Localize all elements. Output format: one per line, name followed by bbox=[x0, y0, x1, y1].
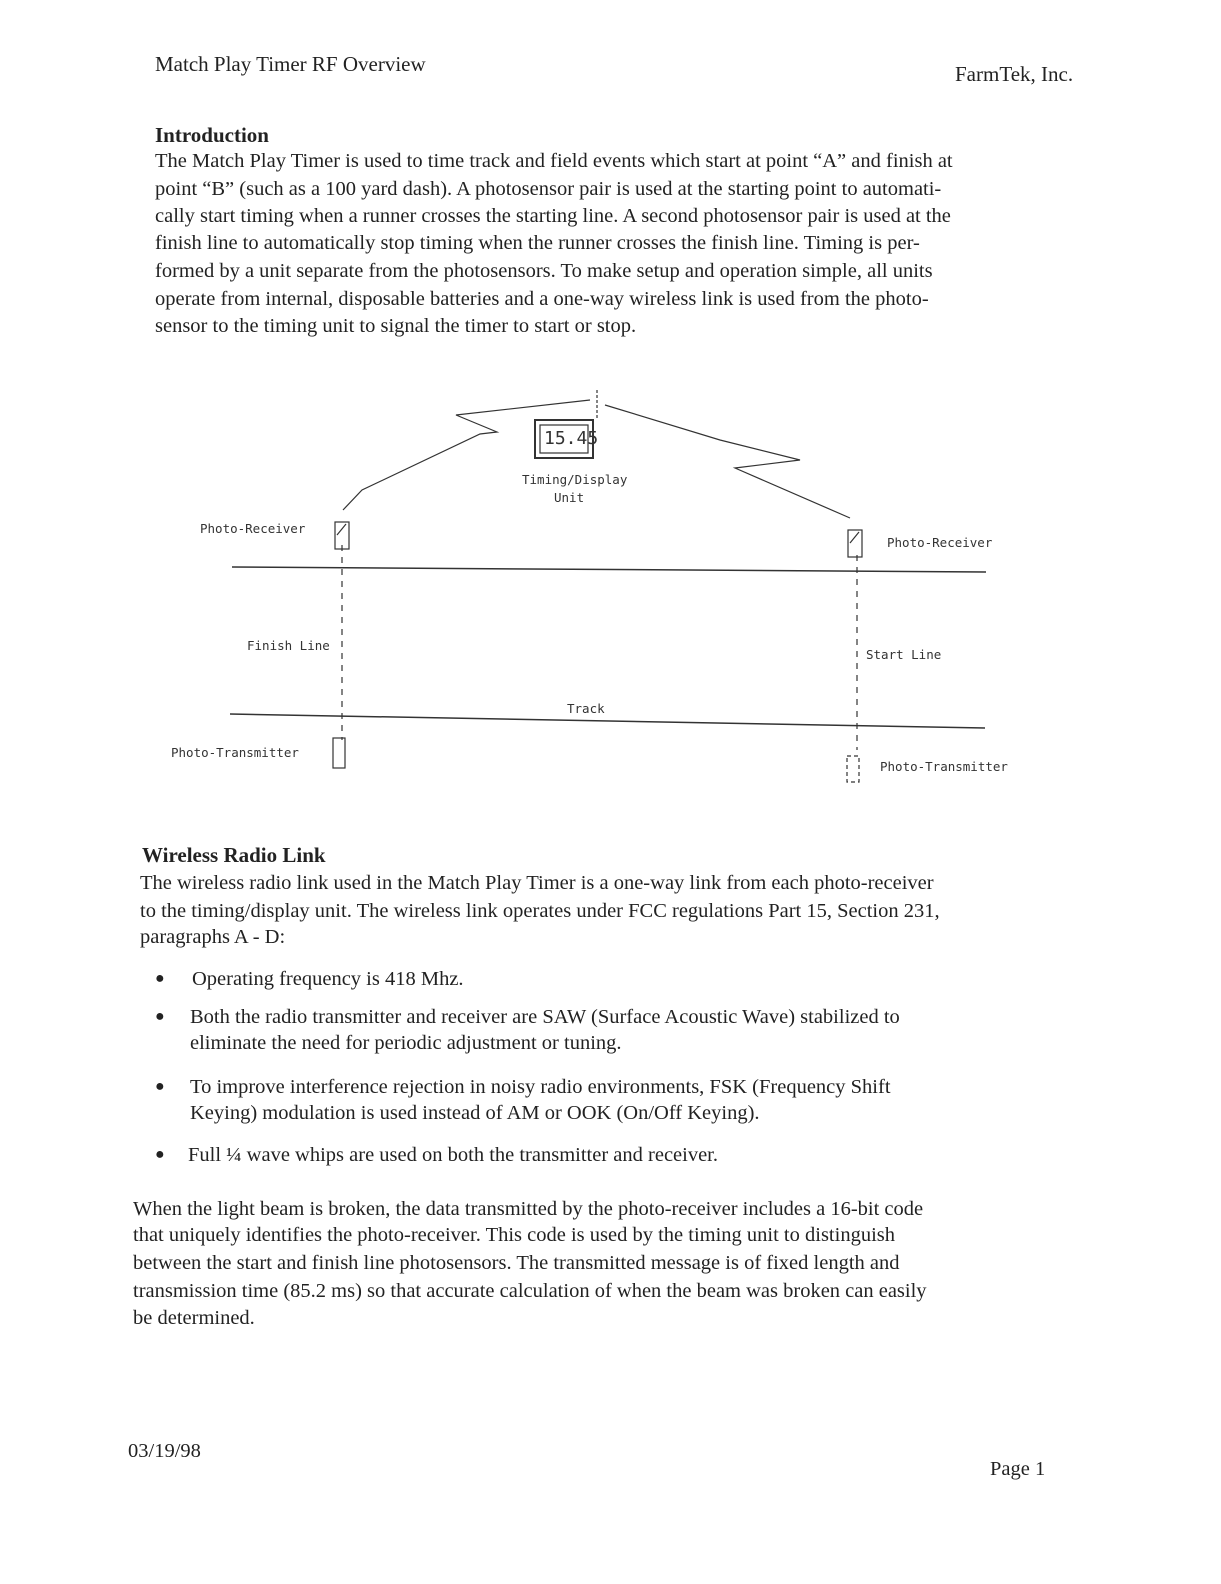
list-item: Full ¼ wave whips are used on both the transmitter and receiver. bbox=[188, 1144, 719, 1166]
bullet-icon: ● bbox=[155, 970, 165, 987]
bullet-icon: ● bbox=[155, 1146, 165, 1163]
radio-signal-left bbox=[343, 400, 590, 510]
list-item-cont: Keying) modulation is used instead of AM or OOK (On/Off Keying). bbox=[190, 1102, 760, 1124]
list-item: Both the radio transmitter and receiver are SAW (Surface Acoustic Wave) stabilized to bbox=[190, 1006, 900, 1028]
text-line: that uniquely identifies the photo-receiver. This code is used by the timing unit to distinguish bbox=[133, 1224, 895, 1246]
list-item: Operating frequency is 418 Mhz. bbox=[192, 968, 464, 990]
bullet-icon: ● bbox=[155, 1078, 165, 1095]
finish-line-label: Finish Line bbox=[247, 638, 330, 653]
text-line: transmission time (85.2 ms) so that accurate calculation of when the beam was broken can easily bbox=[133, 1280, 927, 1302]
text-line: The Match Play Timer is used to time track and field events which start at point “A” and finish at bbox=[155, 150, 953, 172]
text-line: point “B” (such as a 100 yard dash). A photosensor pair is used at the starting point to automati- bbox=[155, 178, 942, 200]
display-value: 15.45 bbox=[544, 428, 599, 449]
timing-label: Timing/Display bbox=[522, 472, 628, 487]
wireless-heading: Wireless Radio Link bbox=[142, 843, 326, 867]
radio-signal-right bbox=[605, 405, 850, 518]
text-line: The wireless radio link used in the Match Play Timer is a one-way link from each photo-receiver bbox=[140, 872, 934, 894]
bullet-icon: ● bbox=[155, 1008, 165, 1025]
receiver-left-icon bbox=[335, 522, 349, 549]
text-line: between the start and finish line photosensors. The transmitted message is of fixed length and bbox=[133, 1252, 900, 1274]
transmitter-right-icon bbox=[847, 756, 859, 782]
timing-label-unit: Unit bbox=[554, 490, 585, 505]
text-line: operate from internal, disposable batteries and a one-way wireless link is used from the photo- bbox=[155, 288, 929, 310]
list-item-cont: eliminate the need for periodic adjustment or tuning. bbox=[190, 1032, 622, 1054]
track-top-line bbox=[232, 567, 986, 572]
intro-heading: Introduction bbox=[155, 123, 269, 147]
transmitter-right-label: Photo-Transmitter bbox=[880, 759, 1008, 774]
text-line: finish line to automatically stop timing when the runner crosses the finish line. Timing is per- bbox=[155, 232, 920, 254]
track-label: Track bbox=[567, 701, 605, 716]
text-line: When the light beam is broken, the data transmitted by the photo-receiver includes a 16-bit code bbox=[133, 1198, 924, 1220]
transmitter-left-icon bbox=[333, 738, 345, 768]
receiver-right-label: Photo-Receiver bbox=[887, 535, 993, 550]
text-line: to the timing/display unit. The wireless link operates under FCC regulations Part 15, Section 231, bbox=[140, 900, 940, 922]
text-line: formed by a unit separate from the photosensors. To make setup and operation simple, all units bbox=[155, 260, 933, 282]
page-number: Page 1 bbox=[990, 1458, 1046, 1480]
text-line: be determined. bbox=[133, 1307, 255, 1329]
transmitter-left-label: Photo-Transmitter bbox=[171, 745, 299, 760]
header-company: FarmTek, Inc. bbox=[955, 62, 1074, 86]
start-line-label: Start Line bbox=[866, 647, 942, 662]
list-item: To improve interference rejection in noisy radio environments, FSK (Frequency Shift bbox=[190, 1076, 891, 1098]
header-title: Match Play Timer RF Overview bbox=[155, 52, 426, 76]
text-line: sensor to the timing unit to signal the timer to start or stop. bbox=[155, 315, 637, 337]
footer-date: 03/19/98 bbox=[128, 1440, 201, 1462]
receiver-right-icon bbox=[848, 530, 862, 557]
text-line: cally start timing when a runner crosses the starting line. A second photosensor pair is used at the bbox=[155, 205, 951, 227]
receiver-left-label: Photo-Receiver bbox=[200, 521, 306, 536]
track-bottom-line bbox=[230, 714, 985, 728]
text-line: paragraphs A - D: bbox=[140, 926, 286, 948]
